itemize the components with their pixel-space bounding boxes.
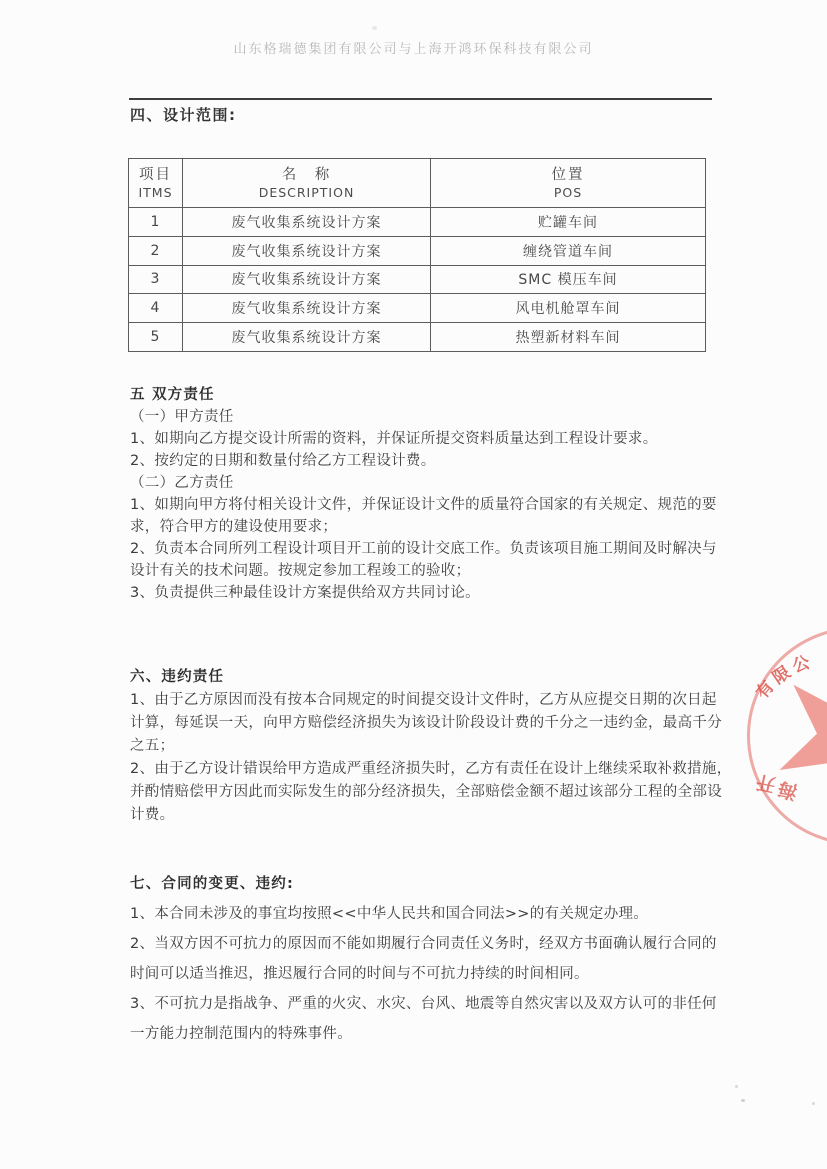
column-header-item-en: ITMS <box>138 185 173 200</box>
contract-text-line: 之五； <box>130 738 175 754</box>
contract-text-line: 2、按约定的日期和数量付给乙方工程设计费。 <box>130 453 436 469</box>
design-scope-table <box>128 158 706 352</box>
stamp-ring-char: 公 <box>790 652 813 678</box>
stamp-inner-char: 海 <box>776 777 800 803</box>
cell-name: 废气收集系统设计方案 <box>183 265 431 294</box>
column-header-position-zh: 位置 <box>551 167 585 183</box>
stamp-ring-char: 限 <box>769 662 795 689</box>
cell-position: SMC 模压车间 <box>431 265 706 294</box>
header-divider <box>129 98 712 100</box>
document-header-title: 山东格瑞德集团有限公司与上海开鸿环保科技有限公司 <box>233 42 594 57</box>
contract-text-line: （一）甲方责任 <box>130 409 234 425</box>
column-header-item-zh: 项目 <box>139 167 172 183</box>
column-header-name <box>183 159 431 208</box>
table-header-row <box>129 159 706 208</box>
section5-title: 五 双方责任 <box>130 387 215 403</box>
cell-position: 贮罐车间 <box>431 208 706 237</box>
contract-text-line: 并酌情赔偿甲方因此而实际发生的部分经济损失，全部赔偿金额不超过该部分工程的全部设 <box>130 784 722 800</box>
cell-position: 缠绕管道车间 <box>431 236 706 265</box>
cell-name: 废气收集系统设计方案 <box>183 294 431 323</box>
column-header-position-en: POS <box>553 185 583 200</box>
scan-speck <box>372 26 377 30</box>
contract-text-line: 1、由于乙方原因而没有按本合同规定的时间提交设计文件时，乙方从应提交日期的次日起 <box>130 692 717 708</box>
cell-item: 5 <box>129 323 183 352</box>
cell-item: 4 <box>129 294 183 323</box>
cell-item: 3 <box>129 265 183 294</box>
stamp-ring-char: 有 <box>752 677 779 704</box>
column-header-item <box>129 159 183 208</box>
table-row <box>129 236 706 265</box>
cell-position: 风电机舱罩车间 <box>431 294 706 323</box>
contract-text-line: 1、本合同未涉及的事宜均按照<<中华人民共和国合同法>>的有关规定办理。 <box>130 906 649 922</box>
contract-text-line: 求，符合甲方的建设使用要求； <box>130 519 338 535</box>
cell-name: 废气收集系统设计方案 <box>183 323 431 352</box>
contract-text-line: 设计有关的技术问题。按规定参加工程竣工的验收； <box>130 563 471 579</box>
contract-text-line: 计费。 <box>130 807 175 823</box>
section6-title: 六、违约责任 <box>130 669 225 685</box>
column-header-name-zh: 名 称 <box>281 167 332 183</box>
cell-name: 废气收集系统设计方案 <box>183 208 431 237</box>
contract-text-line: 1、如期向乙方提交设计所需的资料，并保证所提交资料质量达到工程设计要求。 <box>130 431 658 447</box>
contract-text-line: 2、当双方因不可抗力的原因而不能如期履行合同责任义务时，经双方书面确认履行合同的 <box>130 936 717 952</box>
contract-text-line: 时间可以适当推迟，推迟履行合同的时间与不可抗力持续的时间相同。 <box>130 966 589 982</box>
scan-speck <box>735 1085 738 1088</box>
contract-text-line: 一方能力控制范围内的特殊事件。 <box>130 1026 352 1042</box>
section4-title: 四、设计范围: <box>130 106 237 124</box>
scan-speck <box>812 1102 815 1105</box>
table-row <box>129 323 706 352</box>
cell-position: 热塑新材料车间 <box>431 323 706 352</box>
section7-contract-changes <box>130 869 717 1049</box>
contract-text-line: 3、负责提供三种最佳设计方案提供给双方共同讨论。 <box>130 585 480 601</box>
column-header-position <box>431 159 706 208</box>
section5-responsibilities <box>130 384 717 604</box>
table-row <box>129 208 706 237</box>
column-header-name-en: DESCRIPTION <box>258 185 355 200</box>
cell-item: 1 <box>129 208 183 237</box>
contract-text-line: （二）乙方责任 <box>130 475 234 491</box>
contract-text-line: 3、不可抗力是指战争、严重的火灾、水灾、台风、地震等自然灾害以及双方认可的非任何 <box>130 996 717 1012</box>
section7-title: 七、合同的变更、违约: <box>130 876 294 892</box>
contract-text-line: 1、如期向甲方将付相关设计文件，并保证设计文件的质量符合国家的有关规定、规范的要 <box>130 497 717 513</box>
cell-item: 2 <box>129 236 183 265</box>
contract-text-line: 计算，每延误一天，向甲方赔偿经济损失为该设计阶段设计费的千分之一违约金，最高千分 <box>130 715 722 731</box>
stamp-inner-char: 开 <box>754 770 778 796</box>
contract-text-line: 2、由于乙方设计错误给甲方造成严重经济损失时，乙方有责任在设计上继续采取补救措施， <box>130 761 732 777</box>
table-row <box>129 294 706 323</box>
contract-text-line: 2、负责本合同所列工程设计项目开工前的设计交底工作。负责该项目施工期间及时解决与 <box>130 541 717 557</box>
table-row <box>129 265 706 294</box>
scan-speck <box>741 1099 745 1102</box>
section6-breach-liability <box>130 666 732 827</box>
cell-name: 废气收集系统设计方案 <box>183 236 431 265</box>
